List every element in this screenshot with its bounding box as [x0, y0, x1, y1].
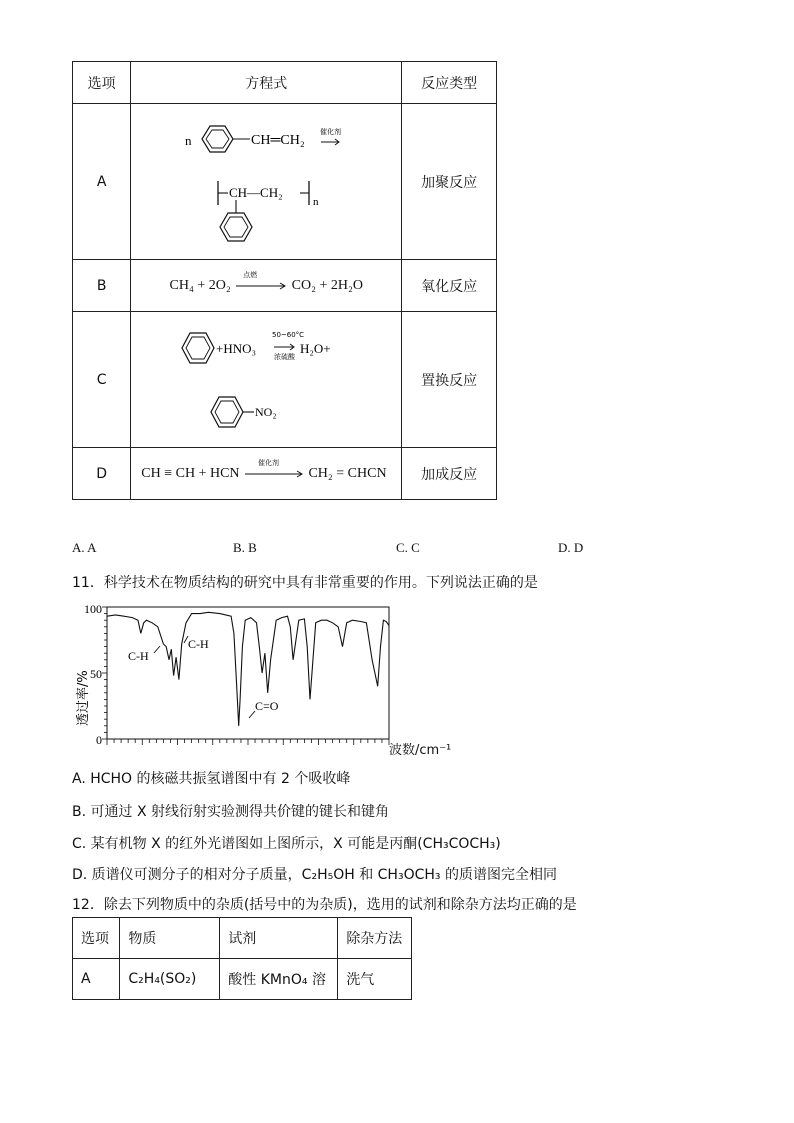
- table-row: [73, 312, 497, 448]
- table-header-row: [73, 918, 412, 959]
- row-option: B: [73, 260, 131, 312]
- condition-bottom: 浓硫酸: [274, 352, 296, 361]
- row-reaction-type: 氧化反应: [402, 260, 497, 312]
- q10-option-c: C. C: [396, 540, 420, 555]
- monomer-formula: CH═CH₂: [251, 132, 305, 148]
- condition-arrow: [235, 271, 287, 292]
- equation-right: CH₂ = CHCN: [308, 466, 387, 481]
- polymer-chain: CH—CH₂: [229, 184, 283, 200]
- catalyst-label: 催化剂: [320, 127, 342, 136]
- row-reaction-type: 加聚反应: [402, 104, 497, 260]
- table-row: [73, 959, 412, 1000]
- row-option: D: [73, 448, 131, 500]
- reaction-table: [72, 61, 497, 500]
- q11-option-a: A. HCHO 的核磁共振氢谱图中有 2 个吸收峰: [72, 771, 351, 787]
- equation-left: CH₄ + 2O₂: [169, 278, 231, 293]
- equation-left: CH ≡ CH + HCN: [141, 466, 240, 481]
- table-row: [73, 448, 497, 500]
- header-substance: 物质: [120, 918, 220, 959]
- q11-option-d: D. 质谱仪可测分子的相对分子质量，C₂H₅OH 和 CH₃OCH₃ 的质谱图完全相同: [72, 867, 557, 883]
- equation-d: [131, 448, 402, 500]
- arrow-icon: [235, 278, 287, 292]
- impurity-table: [72, 917, 412, 1000]
- plot-frame: [107, 607, 389, 739]
- q10-option-b: B. B: [233, 540, 257, 555]
- condition-top: 50~60°C: [272, 330, 305, 339]
- header-option: 选项: [73, 918, 120, 959]
- reagent: +HNO₃: [216, 340, 257, 356]
- x-axis-label: 波数/cm⁻¹: [389, 743, 452, 758]
- table-row: [73, 104, 497, 260]
- header-equation: 方程式: [131, 62, 402, 104]
- annotation-co: C=O: [255, 699, 279, 713]
- x-axis-ticks: [107, 739, 389, 745]
- polymerization-equation: [132, 105, 400, 255]
- polymer-n: n: [313, 195, 319, 208]
- header-method: 除杂方法: [338, 918, 412, 959]
- benzene-ring-icon: [182, 333, 214, 363]
- arrow-icon: [274, 344, 294, 350]
- cell-substance: C₂H₄(SO₂): [120, 959, 220, 1000]
- q11-stem: 11．科学技术在物质结构的研究中具有非常重要的作用。下列说法正确的是: [72, 575, 538, 591]
- q11-option-c: C. 某有机物 X 的红外光谱图如上图所示，X 可能是丙酮(CH₃COCH₃): [72, 836, 501, 852]
- row-reaction-type: 加成反应: [402, 448, 497, 500]
- product: H₂O+: [300, 340, 331, 356]
- condition-label: 催化剂: [258, 459, 279, 467]
- arrow-icon: [321, 139, 339, 145]
- q10-option-a: A. A: [72, 540, 97, 555]
- benzene-ring-icon: [202, 126, 233, 152]
- annotation-ch-2: C-H: [188, 637, 209, 651]
- cell-method: 洗气: [338, 959, 412, 1000]
- table-header-row: [73, 62, 497, 104]
- y-axis-ticks: [102, 607, 107, 739]
- row-option: A: [73, 104, 131, 260]
- header-reagent: 试剂: [220, 918, 338, 959]
- equation-right: CO₂ + 2H₂O: [291, 278, 363, 293]
- table-row: [73, 260, 497, 312]
- y-tick-label: 50: [90, 667, 102, 681]
- equation-a: [131, 104, 402, 260]
- arrow-icon: [244, 466, 304, 480]
- benzene-ring-icon: [211, 397, 243, 427]
- equation-c: [131, 312, 402, 448]
- condition-arrow: [244, 459, 304, 480]
- y-tick-label: 100: [84, 602, 102, 616]
- annotation-ch-1: C-H: [128, 649, 149, 663]
- condition-label: 点燃: [243, 271, 258, 279]
- nitro-group: NO₂: [255, 404, 277, 419]
- q11-option-b: B. 可通过 X 射线衍射实验测得共价键的键长和键角: [72, 804, 389, 820]
- benzene-ring-icon: [220, 213, 252, 241]
- header-reaction-type: 反应类型: [402, 62, 497, 104]
- header-option: 选项: [73, 62, 131, 104]
- y-axis-label: 透过率/%: [76, 670, 91, 726]
- q10-option-d: D. D: [558, 540, 584, 555]
- cell-reagent: 酸性 KMnO₄ 溶: [220, 959, 338, 1000]
- equation-b: [131, 260, 402, 312]
- nitration-equation: [132, 313, 400, 443]
- cell-option: A: [73, 959, 120, 1000]
- series-line: [107, 612, 389, 726]
- row-option: C: [73, 312, 131, 448]
- row-reaction-type: 置换反应: [402, 312, 497, 448]
- coefficient-n: n: [185, 132, 192, 148]
- y-tick-label: 0: [96, 733, 102, 747]
- q12-stem: 12．除去下列物质中的杂质(括号中的为杂质)，选用的试剂和除杂方法均正确的是: [72, 897, 577, 913]
